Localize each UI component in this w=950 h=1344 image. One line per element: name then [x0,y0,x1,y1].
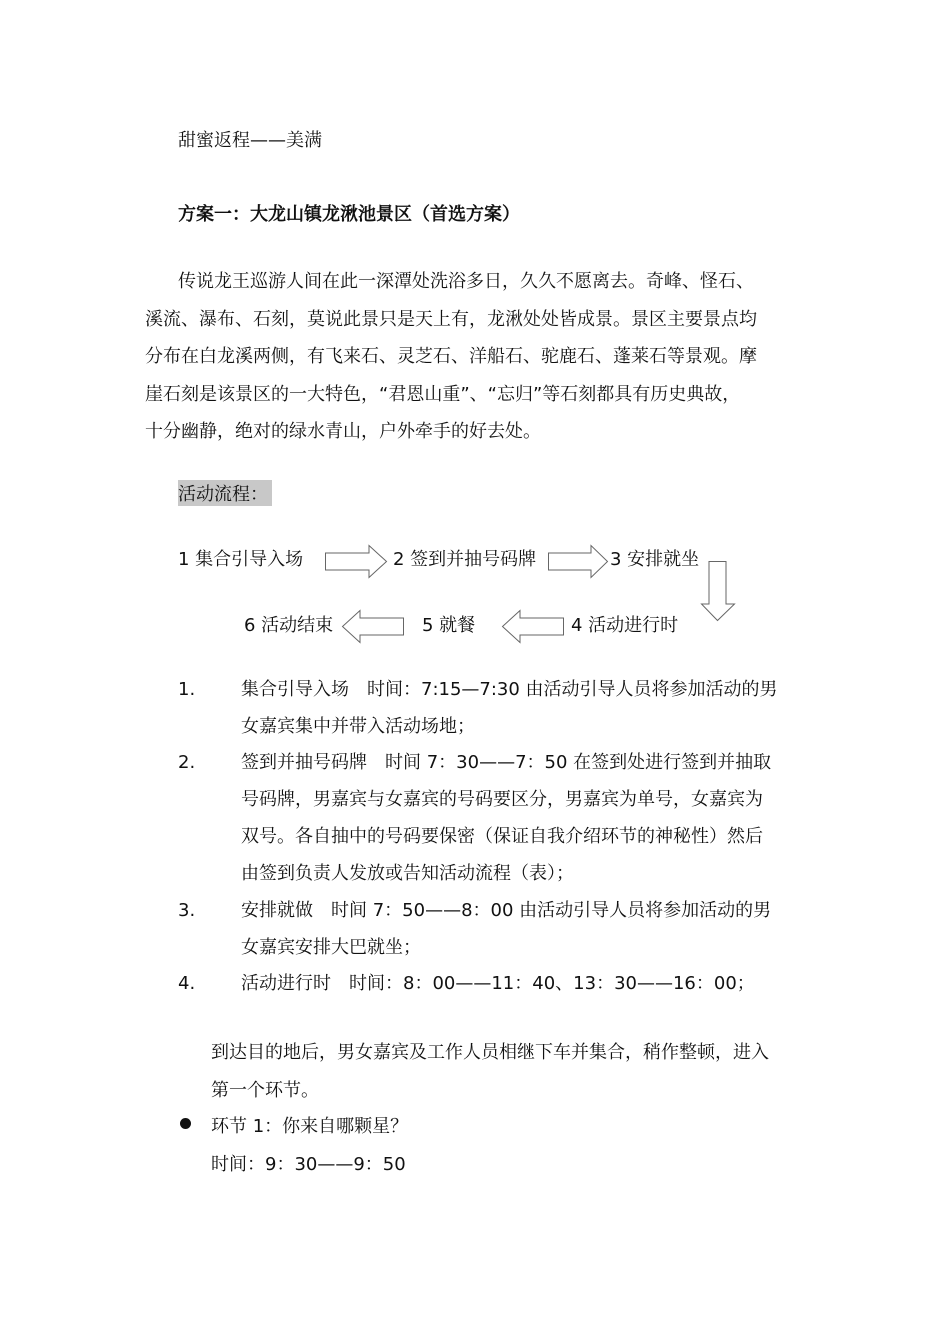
intro-line: 传说龙王巡游人间在此一深潭处洗浴多日，久久不愿离去。奇峰、怪石、 [178,271,754,292]
section-heading: 方案一：大龙山镇龙湫池景区（首选方案） [178,204,520,225]
flow-label: 活动流程： [178,480,272,506]
paragraph-line: 第一个环节。 [211,1080,319,1101]
list-item [241,892,771,966]
list-item [241,744,771,892]
list-item [241,965,755,1002]
intro-line: 分布在白龙溪两侧，有飞来石、灵芝石、洋船石、驼鹿石、蓬莱石等景观。摩 [145,346,757,367]
list-number: 1. [178,679,196,700]
bullet-title: 环节 1：你来自哪颗星？ [211,1116,409,1137]
bullet-time: 时间：9：30——9：50 [211,1154,406,1175]
list-item-line: 集合引导入场 时间：7:15—7:30 由活动引导人员将参加活动的男 [241,679,778,700]
arrow-right-icon [325,545,387,578]
after-arrival-paragraph [211,1034,769,1110]
list-number: 2. [178,752,196,773]
list-item-line: 由签到负责人发放或告知活动流程（表）； [241,863,574,884]
document-subtitle: 甜蜜返程——美满 [178,130,322,151]
arrow-right-icon [548,545,608,578]
flow-step-2: 2 签到并抽号码牌 [393,549,537,570]
flow-step-3: 3 安排就坐 [610,549,700,570]
intro-paragraph [145,263,815,451]
list-item-line: 活动进行时 时间：8：00——11：40、13：30——16：00； [241,973,755,994]
list-item-line: 安排就做 时间 7：50——8：00 由活动引导人员将参加活动的男 [241,900,772,921]
list-number: 3. [178,900,196,921]
intro-line: 溪流、瀑布、石刻，莫说此景只是天上有，龙湫处处皆成景。景区主要景点均 [145,308,757,330]
paragraph-line: 到达目的地后，男女嘉宾及工作人员相继下车并集合，稍作整顿，进入 [211,1042,769,1063]
bullet-icon [180,1118,191,1129]
list-item-line: 签到并抽号码牌 时间 7：30——7：50 在签到处进行签到并抽取 [241,752,772,773]
flow-step-6: 6 活动结束 [244,615,334,636]
list-item-line: 女嘉宾集中并带入活动场地； [241,716,475,737]
flow-step-4: 4 活动进行时 [571,615,679,636]
list-item [241,671,778,745]
flow-step-5: 5 就餐 [422,615,476,636]
arrow-left-icon [342,610,404,643]
list-item-line: 双号。各自抽中的号码要保密（保证自我介绍环节的神秘性）然后 [241,826,763,847]
intro-line: 十分幽静，绝对的绿水青山，户外牵手的好去处。 [145,421,541,442]
arrow-down-icon [701,561,735,621]
list-item-line: 号码牌，男嘉宾与女嘉宾的号码要区分，男嘉宾为单号，女嘉宾为 [241,789,763,810]
arrow-left-icon [502,610,564,643]
intro-line: 崖石刻是该景区的一大特色，“君恩山重”、“忘归”等石刻都具有历史典故， [145,383,741,405]
flow-step-1: 1 集合引导入场 [178,549,304,570]
list-number: 4. [178,973,196,994]
list-item-line: 女嘉宾安排大巴就坐； [241,937,421,958]
